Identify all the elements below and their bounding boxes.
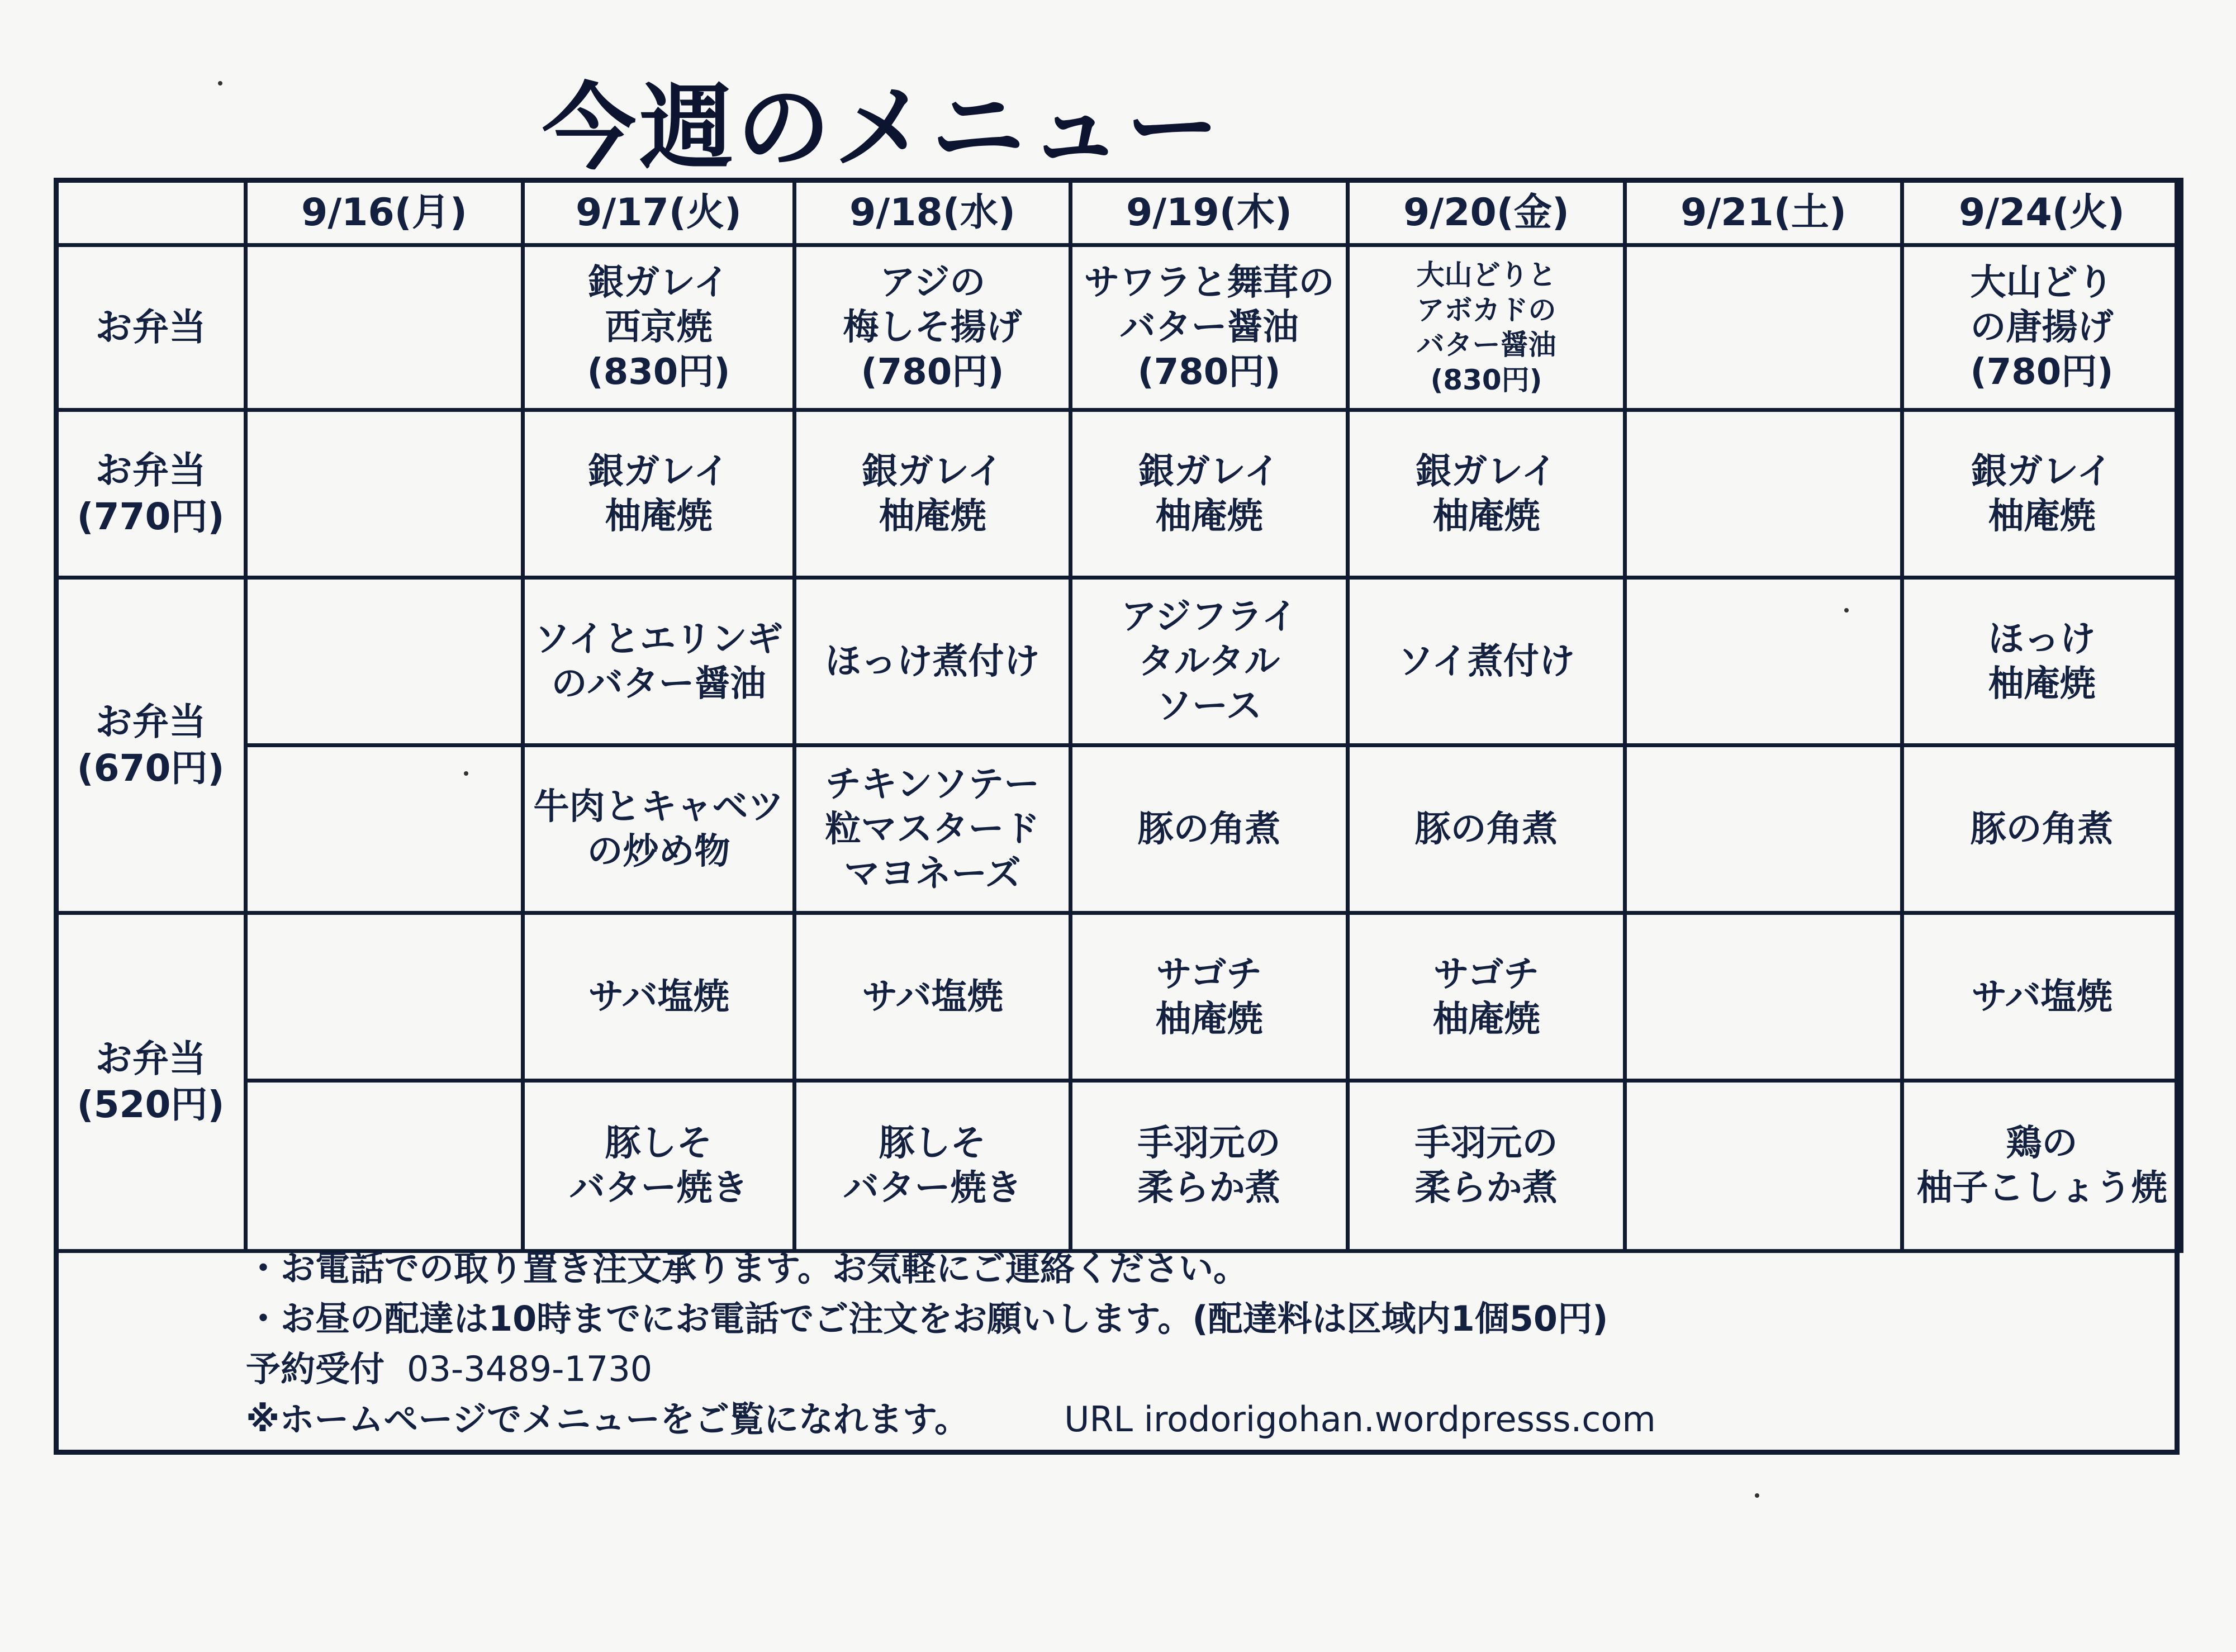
- phone-number: 03-3489-1730: [407, 1348, 653, 1389]
- menu-cell: サバ塩焼: [1902, 913, 2182, 1081]
- menu-cell: [246, 410, 523, 578]
- page-title: 今週のメニュー: [542, 73, 1223, 183]
- menu-cell: ソイとエリンギ のバター醤油: [523, 578, 795, 746]
- speck: [464, 771, 468, 776]
- menu-cell: サバ塩焼: [523, 913, 795, 1081]
- menu-cell: [246, 913, 523, 1081]
- menu-cell: 牛肉とキャベツ の炒め物: [523, 746, 795, 913]
- row-label: お弁当: [56, 245, 246, 410]
- menu-row: [56, 913, 2182, 1081]
- menu-cell: ほっけ 柚庵焼: [1902, 578, 2182, 746]
- menu-cell: 豚しそ バター焼き: [523, 1081, 795, 1251]
- row-label: お弁当 (770円): [56, 410, 246, 578]
- menu-cell: [1625, 913, 1902, 1081]
- menu-cell: 銀ガレイ 西京焼 (830円): [523, 245, 795, 410]
- menu-cell: サバ塩焼: [795, 913, 1071, 1081]
- menu-cell: [1625, 1081, 1902, 1251]
- homepage-url: URL irodorigohan.wordpresss.com: [1064, 1398, 1656, 1440]
- header-row: [56, 180, 2182, 245]
- menu-table: [54, 178, 2183, 1253]
- menu-cell: 手羽元の 柔らか煮: [1071, 1081, 1348, 1251]
- menu-cell: 銀ガレイ 柚庵焼: [1071, 410, 1348, 578]
- menu-cell: 銀ガレイ 柚庵焼: [1902, 410, 2182, 578]
- menu-row: [56, 1081, 2182, 1251]
- menu-cell: サゴチ 柚庵焼: [1348, 913, 1625, 1081]
- row-label: お弁当 (670円): [56, 578, 246, 913]
- reservation-line: [246, 1344, 1656, 1394]
- menu-cell: [246, 245, 523, 410]
- menu-row: [56, 245, 2182, 410]
- day-header: 9/17(火): [523, 180, 795, 245]
- menu-cell: サゴチ 柚庵焼: [1071, 913, 1348, 1081]
- menu-cell: 豚の角煮: [1348, 746, 1625, 913]
- speck: [1844, 608, 1849, 613]
- homepage-note: ※ホームページでメニューをご覧になれます。: [246, 1398, 970, 1440]
- menu-cell: [1625, 410, 1902, 578]
- day-header: 9/19(木): [1071, 180, 1348, 245]
- homepage-line: [246, 1394, 1656, 1445]
- menu-cell: アジフライ タルタル ソース: [1071, 578, 1348, 746]
- day-header: 9/20(金): [1348, 180, 1625, 245]
- menu-row: [56, 746, 2182, 913]
- menu-row: [56, 410, 2182, 578]
- speck: [218, 81, 222, 86]
- menu-cell: [246, 578, 523, 746]
- day-header: 9/18(水): [795, 180, 1071, 245]
- menu-cell: 大山どりと アボカドの バター醤油 (830円): [1348, 245, 1625, 410]
- menu-cell: 大山どり の唐揚げ (780円): [1902, 245, 2182, 410]
- day-header: 9/16(月): [246, 180, 523, 245]
- menu-cell: ソイ煮付け: [1348, 578, 1625, 746]
- corner-cell: [56, 180, 246, 245]
- menu-cell: 豚の角煮: [1902, 746, 2182, 913]
- row-label: お弁当 (520円): [56, 913, 246, 1251]
- menu-cell: サワラと舞茸の バター醤油 (780円): [1071, 245, 1348, 410]
- reservation-label: 予約受付: [246, 1348, 385, 1389]
- menu-cell: アジの 梅しそ揚げ (780円): [795, 245, 1071, 410]
- menu-row: [56, 578, 2182, 746]
- menu-cell: 豚の角煮: [1071, 746, 1348, 913]
- day-header: 9/24(火): [1902, 180, 2182, 245]
- menu-cell: ほっけ煮付け: [795, 578, 1071, 746]
- menu-cell: [1625, 746, 1902, 913]
- menu-cell: 銀ガレイ 柚庵焼: [795, 410, 1071, 578]
- menu-cell: 銀ガレイ 柚庵焼: [1348, 410, 1625, 578]
- menu-cell: チキンソテー 粒マスタード マヨネーズ: [795, 746, 1071, 913]
- menu-cell: 手羽元の 柔らか煮: [1348, 1081, 1625, 1251]
- menu-cell: [1625, 245, 1902, 410]
- speck: [1755, 1493, 1759, 1498]
- notice-block: [246, 1243, 1656, 1445]
- menu-cell: [1625, 578, 1902, 746]
- menu-cell: 銀ガレイ 柚庵焼: [523, 410, 795, 578]
- notice-line: ・お昼の配達は10時までにお電話でご注文をお願いします。(配達料は区域内1個50円): [246, 1298, 1608, 1339]
- day-header: 9/21(土): [1625, 180, 1902, 245]
- menu-cell: 鶏の 柚子こしょう焼: [1902, 1081, 2182, 1251]
- menu-cell: [246, 746, 523, 913]
- menu-cell: [246, 1081, 523, 1251]
- menu-cell: 豚しそ バター焼き: [795, 1081, 1071, 1251]
- notice-line: ・お電話での取り置き注文承ります。お気軽にご連絡ください。: [246, 1248, 1248, 1289]
